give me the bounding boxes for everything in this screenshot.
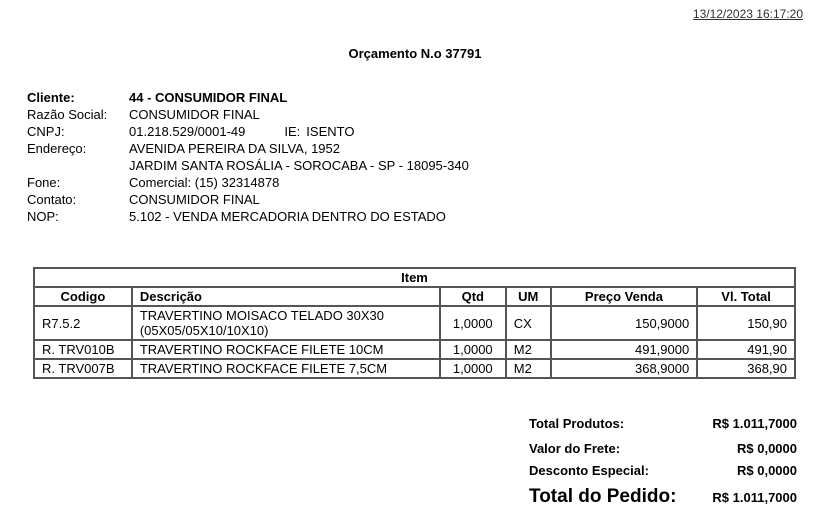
cell-preco: 150,9000 — [551, 306, 698, 340]
total-pedido-value: R$ 1.011,7000 — [712, 490, 797, 505]
cell-preco: 368,9000 — [551, 359, 698, 378]
cell-preco: 491,9000 — [551, 340, 698, 359]
nop-row — [27, 208, 469, 225]
cell-codigo: R. TRV010B — [34, 340, 132, 359]
table-row — [34, 306, 795, 340]
client-info — [27, 89, 469, 225]
valor-frete-value: R$ 0,0000 — [737, 441, 797, 456]
cell-descricao-line1: TRAVERTINO MOISACO TELADO 30X30 — [139, 308, 385, 323]
nop-label: NOP: — [27, 209, 59, 224]
endereco-row — [27, 140, 469, 157]
cell-total: 368,90 — [697, 359, 795, 378]
cell-um: CX — [506, 306, 551, 340]
ie-value: ISENTO — [306, 124, 355, 139]
col-header-preco: Preço Venda — [551, 287, 698, 306]
cliente-value: 44 - CONSUMIDOR FINAL — [129, 90, 288, 105]
col-header-um: UM — [506, 287, 551, 306]
cliente-label: Cliente: — [27, 90, 75, 105]
fone-value: Comercial: (15) 32314878 — [129, 175, 280, 190]
cell-descricao: TRAVERTINO ROCKFACE FILETE 10CM — [132, 340, 440, 359]
cell-qtd: 1,0000 — [440, 340, 506, 359]
endereco-line2: JARDIM SANTA ROSÁLIA - SOROCABA - SP - 18095-340 — [129, 158, 469, 173]
razao-value: CONSUMIDOR FINAL — [129, 107, 260, 122]
cell-qtd: 1,0000 — [440, 359, 506, 378]
cnpj-value: 01.218.529/0001-49 — [129, 124, 246, 139]
endereco-row-2 — [27, 157, 469, 174]
cell-codigo: R7.5.2 — [34, 306, 132, 340]
desconto-label: Desconto Especial: — [529, 463, 649, 478]
col-header-qtd: Qtd — [440, 287, 506, 306]
cell-qtd: 1,0000 — [440, 306, 506, 340]
endereco-line1: AVENIDA PEREIRA DA SILVA, 1952 — [129, 141, 340, 156]
ie-label: IE: — [284, 124, 301, 139]
col-header-codigo: Codigo — [34, 287, 132, 306]
client-row — [27, 89, 469, 106]
group-header: Item — [34, 268, 795, 287]
valor-frete-label: Valor do Frete: — [529, 441, 621, 456]
cell-descricao: TRAVERTINO ROCKFACE FILETE 7,5CM — [132, 359, 440, 378]
contato-label: Contato: — [27, 192, 77, 207]
col-header-total: Vl. Total — [697, 287, 795, 306]
col-header-descricao: Descrição — [132, 287, 440, 306]
items-table — [33, 267, 796, 379]
cell-descricao — [132, 306, 440, 340]
fone-row — [27, 174, 469, 191]
endereco-label: Endereço: — [27, 141, 87, 156]
nop-value: 5.102 - VENDA MERCADORIA DENTRO DO ESTADO — [129, 209, 446, 224]
contato-value: CONSUMIDOR FINAL — [129, 192, 260, 207]
total-produtos-label: Total Produtos: — [529, 416, 625, 431]
razao-label: Razão Social: — [27, 107, 108, 122]
cell-um: M2 — [506, 340, 551, 359]
table-row — [34, 359, 795, 378]
cnpj-label: CNPJ: — [27, 124, 65, 139]
contato-row — [27, 191, 469, 208]
total-produtos-value: R$ 1.011,7000 — [712, 416, 797, 431]
cell-um: M2 — [506, 359, 551, 378]
cell-codigo: R. TRV007B — [34, 359, 132, 378]
desconto-value: R$ 0,0000 — [737, 463, 797, 478]
cnpj-row — [27, 123, 469, 140]
table-row — [34, 340, 795, 359]
cell-total: 150,90 — [697, 306, 795, 340]
razao-row — [27, 106, 469, 123]
cell-total: 491,90 — [697, 340, 795, 359]
total-pedido-label: Total do Pedido: — [529, 486, 677, 507]
print-timestamp: 13/12/2023 16:17:20 — [692, 7, 803, 21]
document-title: Orçamento N.o 37791 — [348, 46, 482, 61]
cell-descricao-line2: (05X05/05X10/10X10) — [139, 323, 269, 338]
fone-label: Fone: — [27, 175, 61, 190]
